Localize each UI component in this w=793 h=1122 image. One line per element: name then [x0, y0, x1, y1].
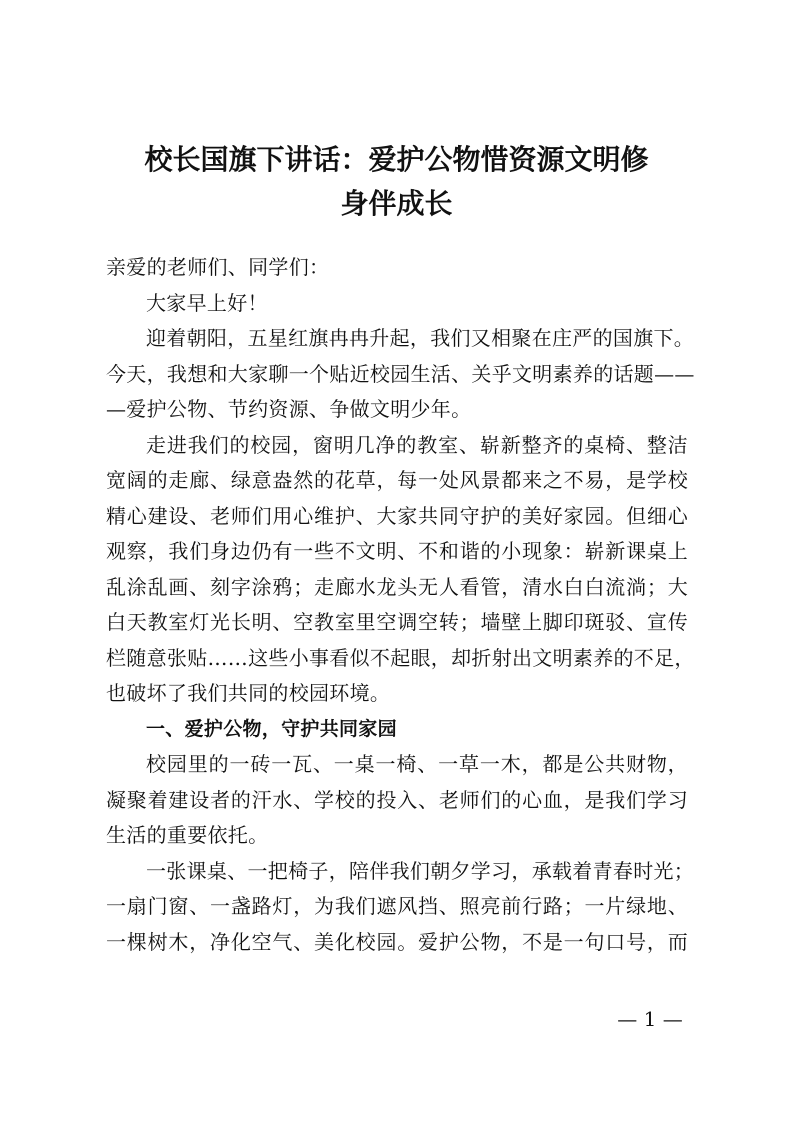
- paragraph-line: 今天，我想和大家聊一个贴近校园生活、关乎文明素养的话题——: [106, 361, 695, 386]
- paragraph-line: 白天教室灯光长明、空教室里空调空转；墙壁上脚印斑驳、宣传: [106, 610, 688, 634]
- document-body: [106, 250, 695, 960]
- paragraph-line: 一棵树木，净化空气、美化校园。爱护公物，不是一句口号，而: [106, 929, 688, 954]
- paragraph-line: 生活的重要依托。: [106, 823, 269, 847]
- paragraph-line: 乱涂乱画、刻字涂鸦；走廊水龙头无人看管，清水白白流淌；大: [106, 574, 688, 599]
- paragraph-line: 宽阔的走廊、绿意盎然的花草，每一处风景都来之不易，是学校: [106, 468, 688, 492]
- paragraph-line: 走进我们的校园，窗明几净的教室、崭新整齐的桌椅、整洁: [146, 432, 688, 457]
- paragraph-line: 观察，我们身边仍有一些不文明、不和谐的小现象：崭新课桌上: [106, 539, 688, 563]
- paragraph-line: 一张课桌、一把椅子，陪伴我们朝夕学习，承载着青春时光；: [146, 858, 695, 883]
- title-line-2: 身伴成长: [340, 187, 453, 220]
- salutation: 亲爱的老师们、同学们：: [106, 255, 330, 279]
- paragraph-line: 栏随意张贴……这些小事看似不起眼，却折射出文明素养的不足，: [106, 645, 695, 670]
- paragraph-line: 一扇门窗、一盏路灯，为我们遮风挡、照亮前行路；一片绿地、: [106, 894, 688, 918]
- paragraph-line: 校园里的一砖一瓦、一桌一椅、一草一木，都是公共财物，: [146, 752, 688, 776]
- paragraph-line: 精心建设、老师们用心维护、大家共同守护的美好家园。但细心: [106, 503, 688, 528]
- paragraph-line: 也破坏了我们共同的校园环境。: [106, 681, 391, 705]
- section-heading: 一、爱护公物，守护共同家园: [146, 717, 397, 740]
- page-number: — 1 —: [617, 1007, 683, 1031]
- paragraph-line: —爱护公物、节约资源、争做文明少年。: [106, 397, 472, 421]
- paragraph-line: 迎着朝阳，五星红旗冉冉升起，我们又相聚在庄严的国旗下。: [146, 326, 695, 350]
- paragraph-line: 凝聚着建设者的汗水、学校的投入、老师们的心血，是我们学习: [106, 787, 688, 812]
- title-line-1: 校长国旗下讲话：爱护公物惜资源文明修: [144, 143, 649, 176]
- document-title: [100, 138, 693, 226]
- greeting: 大家早上好！: [146, 290, 268, 315]
